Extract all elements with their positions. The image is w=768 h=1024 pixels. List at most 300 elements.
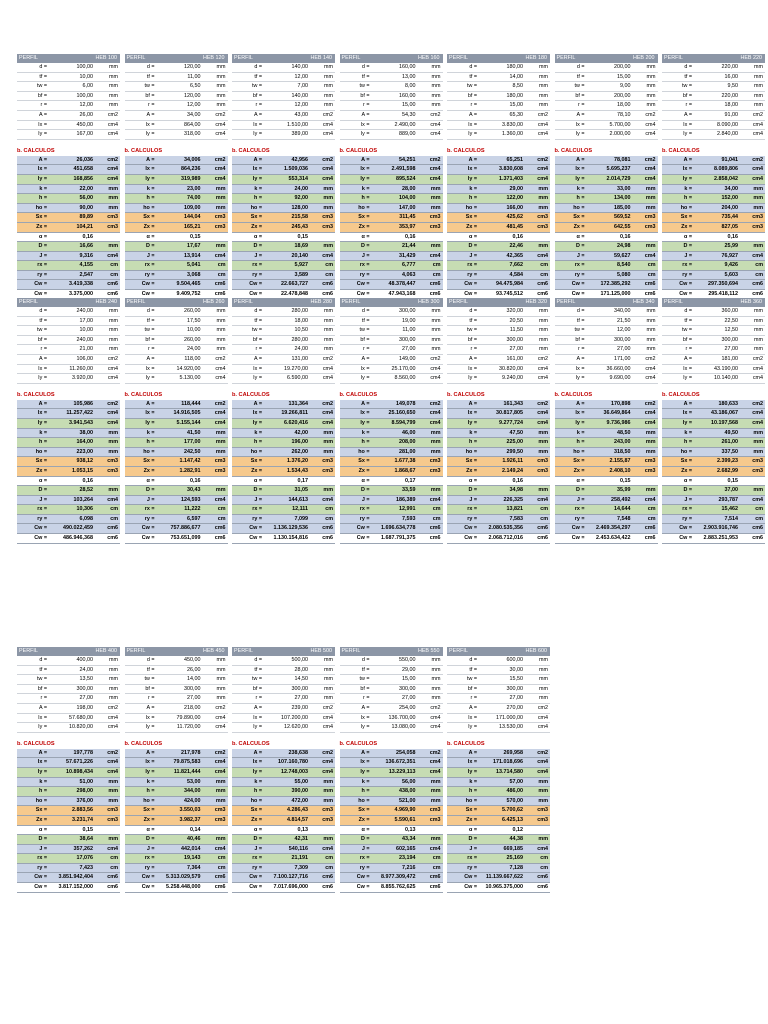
section-gap xyxy=(447,733,550,740)
calculation-value: 38,64 xyxy=(49,835,95,845)
calculation-label: J = xyxy=(340,495,372,505)
calculation-value: 147,00 xyxy=(372,203,418,213)
calculation-label: ry = xyxy=(662,270,694,280)
property-unit: mm xyxy=(418,101,443,111)
calculation-row xyxy=(232,873,335,883)
property-unit: cm2 xyxy=(633,110,658,120)
profile-column xyxy=(555,298,658,544)
calculation-value: 238,638 xyxy=(264,749,310,758)
calculation-value: 0,17 xyxy=(372,476,418,486)
calculation-label: h = xyxy=(232,787,264,797)
calculation-label: k = xyxy=(232,777,264,787)
calculation-row xyxy=(125,213,228,223)
calculation-label: rx = xyxy=(662,505,694,515)
calculation-label: Ix = xyxy=(125,758,157,768)
calculation-unit xyxy=(418,232,443,242)
calculation-unit: cm6 xyxy=(203,534,228,544)
calculation-value: 0,13 xyxy=(264,825,310,835)
calculation-label: A = xyxy=(17,749,49,758)
calculation-unit: cm4 xyxy=(203,409,228,419)
calculation-row xyxy=(340,156,443,165)
property-unit: cm4 xyxy=(203,374,228,384)
calculation-unit: cm xyxy=(418,505,443,515)
calculation-label: A = xyxy=(232,400,264,409)
calculations-table xyxy=(340,156,443,300)
property-row xyxy=(125,316,228,326)
calculation-row xyxy=(125,165,228,175)
calculation-unit: cm3 xyxy=(203,815,228,825)
calculation-row xyxy=(17,270,120,280)
property-value: 300,00 xyxy=(264,684,310,694)
calculation-unit: cm3 xyxy=(95,222,120,232)
calculation-row xyxy=(17,486,120,496)
property-row xyxy=(340,91,443,101)
calculation-label: A = xyxy=(232,749,264,758)
calculation-unit: cm2 xyxy=(95,156,120,165)
calculation-value: 9.504,465 xyxy=(157,280,203,290)
calculation-value: 13.229,113 xyxy=(372,767,418,777)
section-gap xyxy=(17,140,120,147)
property-value: 14,00 xyxy=(479,72,525,82)
property-row xyxy=(447,354,550,364)
property-unit: mm xyxy=(633,307,658,316)
profile-name: HEB 300 xyxy=(372,298,443,307)
calculation-unit: cm3 xyxy=(633,222,658,232)
property-label: Iy = xyxy=(662,130,694,140)
property-value: 29,00 xyxy=(372,665,418,675)
property-label: A = xyxy=(125,354,157,364)
calculations-table xyxy=(340,749,443,893)
property-value: 300,00 xyxy=(479,335,525,345)
property-value: 43.190,00 xyxy=(694,364,740,374)
calculation-unit: cm3 xyxy=(203,213,228,223)
calculation-value: 357,262 xyxy=(49,844,95,854)
calculation-unit: cm4 xyxy=(525,495,550,505)
property-value: 18,00 xyxy=(694,101,740,111)
calculation-row xyxy=(447,270,550,280)
calculation-label: Cw = xyxy=(17,524,49,534)
property-value: 12,00 xyxy=(157,101,203,111)
calculation-label: Cw = xyxy=(447,524,479,534)
property-value: 12.620,00 xyxy=(264,723,310,733)
profile-properties-table xyxy=(447,298,550,384)
property-label: Ix = xyxy=(232,364,264,374)
property-unit: cm4 xyxy=(525,120,550,130)
property-value: 15,00 xyxy=(479,101,525,111)
calculation-row xyxy=(232,863,335,873)
property-unit: mm xyxy=(633,326,658,336)
calculation-unit: mm xyxy=(203,835,228,845)
property-row xyxy=(17,675,120,685)
calculation-value: 91,041 xyxy=(694,156,740,165)
calculation-label: ho = xyxy=(340,796,372,806)
calculation-label: Iy = xyxy=(447,174,479,184)
calculos-title: b. CALCULOS xyxy=(662,391,700,398)
calculation-label: A = xyxy=(555,400,587,409)
calculation-value: 89,89 xyxy=(49,213,95,223)
property-label: Ix = xyxy=(125,364,157,374)
calculation-row xyxy=(340,447,443,457)
calculation-unit xyxy=(203,476,228,486)
calculation-row xyxy=(17,174,120,184)
property-row xyxy=(232,713,335,723)
calculation-value: 170,898 xyxy=(587,400,633,409)
calculation-value: 109,00 xyxy=(157,203,203,213)
calculation-value: 3.982,37 xyxy=(157,815,203,825)
calculation-unit: cm xyxy=(525,854,550,864)
calculation-unit: cm4 xyxy=(203,165,228,175)
calculation-row xyxy=(232,777,335,787)
calculation-value: 42,956 xyxy=(264,156,310,165)
calculation-value: 5.155,144 xyxy=(157,418,203,428)
calculation-value: 40,46 xyxy=(157,835,203,845)
calculation-label: h = xyxy=(125,787,157,797)
calculation-label: α = xyxy=(232,825,264,835)
calculation-unit: cm3 xyxy=(525,815,550,825)
calculation-unit: cm6 xyxy=(310,883,335,893)
property-value: 120,00 xyxy=(157,91,203,101)
property-row xyxy=(447,665,550,675)
calculation-label: ho = xyxy=(17,447,49,457)
property-unit: mm xyxy=(525,82,550,92)
property-value: 14,00 xyxy=(157,675,203,685)
calculation-row xyxy=(555,242,658,252)
calculation-label: Ix = xyxy=(232,409,264,419)
property-label: d = xyxy=(17,656,49,665)
property-label: Ix = xyxy=(232,120,264,130)
property-label: r = xyxy=(340,101,372,111)
profile-name: HEB 240 xyxy=(49,298,120,307)
property-label: bf = xyxy=(17,91,49,101)
property-row xyxy=(125,120,228,130)
calculation-label: A = xyxy=(662,400,694,409)
property-label: Ix = xyxy=(447,713,479,723)
calculation-unit: cm4 xyxy=(203,844,228,854)
calculation-unit xyxy=(525,825,550,835)
profile-header-row xyxy=(340,54,443,63)
calculation-row xyxy=(125,796,228,806)
property-row xyxy=(555,91,658,101)
calculation-label: Cw = xyxy=(340,534,372,544)
calculation-row xyxy=(17,447,120,457)
calculation-value: 8.594,799 xyxy=(372,418,418,428)
property-unit: mm xyxy=(310,665,335,675)
calculos-title: b. CALCULOS xyxy=(447,740,485,747)
property-row xyxy=(340,713,443,723)
calculation-value: 92,00 xyxy=(264,194,310,204)
property-unit: mm xyxy=(525,345,550,355)
property-label: Ix = xyxy=(340,713,372,723)
calculation-unit: cm xyxy=(203,261,228,271)
property-unit: cm4 xyxy=(740,364,765,374)
calculation-value: 29,00 xyxy=(479,184,525,194)
calculation-label: h = xyxy=(125,194,157,204)
calculation-label: k = xyxy=(662,428,694,438)
property-unit: mm xyxy=(418,665,443,675)
calculation-label: Iy = xyxy=(232,767,264,777)
property-row xyxy=(17,63,120,72)
property-label: tf = xyxy=(555,72,587,82)
calculation-label: rx = xyxy=(555,505,587,515)
calculation-value: 22.478,848 xyxy=(264,290,310,300)
calculation-row xyxy=(340,174,443,184)
property-label: d = xyxy=(447,307,479,316)
calculation-label: ry = xyxy=(17,514,49,524)
calculation-row xyxy=(447,844,550,854)
property-value: 10.140,00 xyxy=(694,374,740,384)
property-label: tw = xyxy=(447,82,479,92)
profile-name: HEB 160 xyxy=(372,54,443,63)
calculation-value: 6,098 xyxy=(49,514,95,524)
property-value: 10,00 xyxy=(157,326,203,336)
calculation-row xyxy=(232,447,335,457)
calculation-label: Cw = xyxy=(125,883,157,893)
calculation-unit: cm6 xyxy=(95,280,120,290)
property-value: 12,00 xyxy=(587,326,633,336)
calculation-unit: cm6 xyxy=(310,290,335,300)
calculation-label: ho = xyxy=(232,796,264,806)
property-label: A = xyxy=(232,354,264,364)
calculation-value: 299,50 xyxy=(479,447,525,457)
calculation-value: 0,13 xyxy=(372,825,418,835)
calculation-value: 10.965.375,000 xyxy=(479,883,525,893)
calculation-unit xyxy=(310,825,335,835)
property-row xyxy=(340,345,443,355)
calculation-label: ry = xyxy=(447,270,479,280)
property-value: 181,00 xyxy=(694,354,740,364)
property-label: bf = xyxy=(232,684,264,694)
calculation-value: 118,444 xyxy=(157,400,203,409)
calculation-value: 93.745,512 xyxy=(479,290,525,300)
property-unit: mm xyxy=(418,63,443,72)
profile-column xyxy=(447,54,550,300)
calculation-unit: mm xyxy=(418,835,443,845)
calculation-row xyxy=(447,505,550,515)
property-unit: mm xyxy=(203,316,228,326)
calculations-table xyxy=(17,400,120,544)
property-row xyxy=(125,345,228,355)
property-label: d = xyxy=(555,63,587,72)
calculation-label: J = xyxy=(555,495,587,505)
property-label: A = xyxy=(447,703,479,713)
property-label: Ix = xyxy=(17,713,49,723)
property-label: r = xyxy=(125,101,157,111)
property-value: 5.130,00 xyxy=(157,374,203,384)
property-label: tf = xyxy=(340,665,372,675)
calculation-unit: cm3 xyxy=(418,222,443,232)
calculation-value: 21,191 xyxy=(264,854,310,864)
property-unit: cm4 xyxy=(310,713,335,723)
calculation-value: 553,314 xyxy=(264,174,310,184)
property-row xyxy=(232,665,335,675)
calculation-value: 134,00 xyxy=(587,194,633,204)
property-value: 198,00 xyxy=(49,703,95,713)
calculation-value: 11.821,444 xyxy=(157,767,203,777)
profile-properties-table xyxy=(17,298,120,384)
property-unit: mm xyxy=(203,345,228,355)
property-label: tw = xyxy=(125,675,157,685)
section-gap xyxy=(340,384,443,391)
property-row xyxy=(340,307,443,316)
property-value: 9.690,00 xyxy=(587,374,633,384)
calculation-label: A = xyxy=(340,400,372,409)
property-unit: mm xyxy=(525,656,550,665)
property-unit: mm xyxy=(525,91,550,101)
profile-column xyxy=(662,298,765,544)
calculation-row xyxy=(125,457,228,467)
calculation-unit: cm xyxy=(525,514,550,524)
calculation-value: 1.926,11 xyxy=(479,457,525,467)
property-row xyxy=(125,694,228,704)
calculation-row xyxy=(447,174,550,184)
calculation-label: α = xyxy=(125,476,157,486)
calculation-label: k = xyxy=(447,184,479,194)
calculation-row xyxy=(662,428,765,438)
property-unit: mm xyxy=(310,91,335,101)
calculation-label: Cw = xyxy=(340,873,372,883)
calculation-row xyxy=(662,232,765,242)
calculation-row xyxy=(340,883,443,893)
calculation-label: Zx = xyxy=(17,222,49,232)
calculation-value: 124,593 xyxy=(157,495,203,505)
calculation-row xyxy=(232,261,335,271)
calculation-label: α = xyxy=(555,232,587,242)
property-unit: cm2 xyxy=(95,110,120,120)
calculation-value: 2.149,24 xyxy=(479,466,525,476)
calculation-value: 7,099 xyxy=(264,514,310,524)
profile-column xyxy=(447,298,550,544)
property-label: Ix = xyxy=(662,364,694,374)
calculation-row xyxy=(662,165,765,175)
property-label: d = xyxy=(125,656,157,665)
calculation-unit: cm6 xyxy=(525,280,550,290)
calculation-row xyxy=(447,457,550,467)
calculation-label: Cw = xyxy=(125,280,157,290)
property-row xyxy=(340,63,443,72)
calculation-row xyxy=(447,156,550,165)
calculation-unit: mm xyxy=(418,796,443,806)
calculation-unit: cm6 xyxy=(203,290,228,300)
property-label: A = xyxy=(232,110,264,120)
calculation-label: rx = xyxy=(17,854,49,864)
calculation-row xyxy=(125,758,228,768)
profile-properties-table xyxy=(125,298,228,384)
property-unit: mm xyxy=(95,307,120,316)
property-value: 17,50 xyxy=(157,316,203,326)
calculation-value: 25,169 xyxy=(479,854,525,864)
calculation-row xyxy=(340,835,443,845)
calculations-table xyxy=(125,400,228,544)
property-value: 180,00 xyxy=(479,91,525,101)
calculation-unit: cm3 xyxy=(95,815,120,825)
calculation-row xyxy=(17,524,120,534)
calculation-value: 7,583 xyxy=(479,514,525,524)
calculation-row xyxy=(232,815,335,825)
property-label: Iy = xyxy=(17,374,49,384)
calculation-label: ry = xyxy=(447,863,479,873)
calculation-row xyxy=(555,165,658,175)
calculation-value: 9,426 xyxy=(694,261,740,271)
calculation-row xyxy=(555,222,658,232)
property-value: 9.240,00 xyxy=(479,374,525,384)
calculation-row xyxy=(125,873,228,883)
calculation-row xyxy=(125,524,228,534)
calculation-value: 161,343 xyxy=(479,400,525,409)
property-label: bf = xyxy=(340,335,372,345)
calculation-row xyxy=(17,466,120,476)
calculation-row xyxy=(17,796,120,806)
property-unit: cm4 xyxy=(418,713,443,723)
property-row xyxy=(232,91,335,101)
calculation-unit: mm xyxy=(633,184,658,194)
calculation-label: J = xyxy=(340,844,372,854)
calculation-row xyxy=(17,835,120,845)
calculation-value: 11,222 xyxy=(157,505,203,515)
calculation-row xyxy=(447,261,550,271)
calculation-label: Cw = xyxy=(555,290,587,300)
calculation-label: J = xyxy=(340,251,372,261)
perfil-label: PERFIL xyxy=(340,54,372,63)
calculation-unit xyxy=(418,825,443,835)
property-unit: mm xyxy=(203,665,228,675)
calculation-value: 2.858,042 xyxy=(694,174,740,184)
calculation-label: Cw = xyxy=(447,883,479,893)
property-value: 2.490,00 xyxy=(372,120,418,130)
property-row xyxy=(555,120,658,130)
calculation-label: ry = xyxy=(232,514,264,524)
profile-name: HEB 100 xyxy=(49,54,120,63)
property-label: tf = xyxy=(232,316,264,326)
calculation-row xyxy=(555,194,658,204)
calculos-title: b. CALCULOS xyxy=(447,147,485,154)
property-unit: mm xyxy=(418,694,443,704)
section-gap xyxy=(125,733,228,740)
property-unit: cm2 xyxy=(310,110,335,120)
section-gap xyxy=(555,384,658,391)
calculation-unit: cm6 xyxy=(95,883,120,893)
calculation-row xyxy=(340,457,443,467)
property-value: 140,00 xyxy=(264,91,310,101)
calculation-label: Sx = xyxy=(340,806,372,816)
section-gap xyxy=(447,384,550,391)
property-value: 27,00 xyxy=(372,694,418,704)
calculation-value: 37,00 xyxy=(694,486,740,496)
calculos-title: b. CALCULOS xyxy=(339,391,378,398)
property-row xyxy=(662,364,765,374)
calculation-value: 31,05 xyxy=(264,486,310,496)
section-gap xyxy=(662,140,765,147)
calculation-label: Ix = xyxy=(125,409,157,419)
section-gap xyxy=(125,140,228,147)
calculation-row xyxy=(662,466,765,476)
property-row xyxy=(447,345,550,355)
calculation-row xyxy=(555,514,658,524)
property-label: r = xyxy=(125,694,157,704)
calculation-unit: mm xyxy=(525,486,550,496)
property-label: A = xyxy=(662,354,694,364)
property-label: tf = xyxy=(447,316,479,326)
property-unit: cm2 xyxy=(95,354,120,364)
calculation-label: Cw = xyxy=(232,524,264,534)
property-row xyxy=(340,120,443,130)
calculation-unit: cm3 xyxy=(525,466,550,476)
profile-name: HEB 360 xyxy=(694,298,765,307)
property-row xyxy=(125,72,228,82)
profile-header-row xyxy=(232,298,335,307)
section-gap xyxy=(232,140,335,147)
profile-column xyxy=(125,647,228,893)
calculation-label: h = xyxy=(662,438,694,448)
